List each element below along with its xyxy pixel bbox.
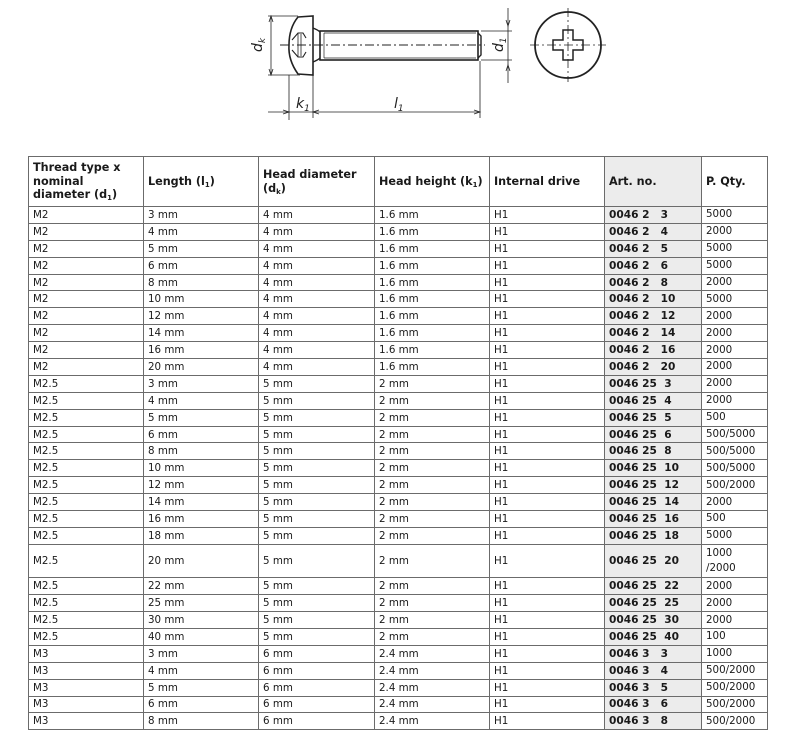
cell-length: 6 mm — [144, 426, 259, 443]
header-subscript: 1 — [107, 194, 112, 203]
cell-art-no: 0046 2 16 — [605, 342, 702, 359]
table-row — [29, 612, 768, 629]
cell-head-height: 2 mm — [375, 511, 490, 528]
cell-head-height: 2 mm — [375, 392, 490, 409]
cell-head-height: 1.6 mm — [375, 240, 490, 257]
cell-internal-drive: H1 — [490, 511, 605, 528]
header-head-diameter — [259, 157, 375, 207]
cell-art-no: 0046 25 22 — [605, 578, 702, 595]
table-row — [29, 375, 768, 392]
cell-length: 3 mm — [144, 375, 259, 392]
cell-thread-type: M2.5 — [29, 612, 144, 629]
cell-length: 25 mm — [144, 595, 259, 612]
cell-head-diameter: 5 mm — [259, 392, 375, 409]
cell-head-height: 1.6 mm — [375, 274, 490, 291]
table-row — [29, 426, 768, 443]
cell-internal-drive: H1 — [490, 628, 605, 645]
cell-pack-qty: 500/5000 — [702, 443, 768, 460]
cell-pack-qty: 2000 — [702, 494, 768, 511]
header-suffix: ) — [209, 174, 215, 188]
table-row — [29, 662, 768, 679]
screw-side-view — [280, 16, 485, 75]
table-row — [29, 223, 768, 240]
cell-internal-drive: H1 — [490, 662, 605, 679]
table-row — [29, 291, 768, 308]
cell-head-diameter: 5 mm — [259, 595, 375, 612]
header-suffix: ) — [111, 188, 118, 202]
label-length: $l_1$ — [394, 96, 404, 114]
cell-head-diameter: 6 mm — [259, 696, 375, 713]
header-subscript: 1 — [472, 180, 478, 189]
cell-head-diameter: 4 mm — [259, 257, 375, 274]
label-head-diameter: $d_k$ — [250, 37, 268, 52]
cell-pack-qty: 5000 — [702, 291, 768, 308]
screw-drawing-svg — [240, 0, 620, 130]
cell-head-diameter: 5 mm — [259, 578, 375, 595]
cell-internal-drive: H1 — [490, 544, 605, 578]
cell-length: 30 mm — [144, 612, 259, 629]
screw-specification-table — [28, 156, 768, 730]
cell-head-diameter: 4 mm — [259, 359, 375, 376]
cell-internal-drive: H1 — [490, 359, 605, 376]
table-row — [29, 544, 768, 578]
cell-head-height: 2 mm — [375, 409, 490, 426]
cell-art-no: 0046 2 14 — [605, 325, 702, 342]
phillips-head-top-view — [530, 8, 606, 82]
cell-length: 40 mm — [144, 628, 259, 645]
cell-pack-qty: 500/2000 — [702, 679, 768, 696]
cell-thread-type: M2.5 — [29, 578, 144, 595]
table-row — [29, 713, 768, 730]
table-row — [29, 696, 768, 713]
cell-length: 16 mm — [144, 511, 259, 528]
cell-thread-type: M2.5 — [29, 426, 144, 443]
cell-internal-drive: H1 — [490, 240, 605, 257]
cell-head-height: 2.4 mm — [375, 662, 490, 679]
cell-head-height: 2 mm — [375, 375, 490, 392]
cell-head-height: 2 mm — [375, 426, 490, 443]
table-row — [29, 342, 768, 359]
cell-art-no: 0046 2 4 — [605, 223, 702, 240]
cell-thread-type: M3 — [29, 713, 144, 730]
cell-thread-type: M3 — [29, 645, 144, 662]
cell-art-no: 0046 3 3 — [605, 645, 702, 662]
table-row — [29, 645, 768, 662]
table-row — [29, 628, 768, 645]
cell-thread-type: M2 — [29, 308, 144, 325]
cell-head-height: 2 mm — [375, 494, 490, 511]
header-subscript: 1 — [204, 180, 210, 189]
header-pack-qty — [702, 157, 768, 207]
cell-length: 12 mm — [144, 477, 259, 494]
cell-internal-drive: H1 — [490, 494, 605, 511]
header-art-no — [605, 157, 702, 207]
cell-pack-qty: 2000 — [702, 325, 768, 342]
table-row — [29, 308, 768, 325]
screw-technical-drawing — [240, 0, 620, 130]
cell-length: 3 mm — [144, 645, 259, 662]
cell-length: 8 mm — [144, 443, 259, 460]
cell-art-no: 0046 2 20 — [605, 359, 702, 376]
cell-head-diameter: 6 mm — [259, 679, 375, 696]
cell-head-height: 2 mm — [375, 544, 490, 578]
cell-head-height: 2 mm — [375, 527, 490, 544]
table-row — [29, 494, 768, 511]
cell-head-diameter: 5 mm — [259, 511, 375, 528]
cell-head-diameter: 5 mm — [259, 426, 375, 443]
cell-internal-drive: H1 — [490, 477, 605, 494]
cell-thread-type: M2.5 — [29, 460, 144, 477]
table-body — [29, 207, 768, 730]
cell-length: 20 mm — [144, 359, 259, 376]
cell-art-no: 0046 25 4 — [605, 392, 702, 409]
cell-head-height: 2.4 mm — [375, 645, 490, 662]
table-row — [29, 595, 768, 612]
cell-head-height: 1.6 mm — [375, 359, 490, 376]
cell-head-height: 2.4 mm — [375, 696, 490, 713]
table-row — [29, 460, 768, 477]
cell-thread-type: M2 — [29, 257, 144, 274]
table-row — [29, 392, 768, 409]
cell-head-height: 2 mm — [375, 578, 490, 595]
cell-art-no: 0046 25 14 — [605, 494, 702, 511]
table-row — [29, 325, 768, 342]
cell-pack-qty: 500/2000 — [702, 477, 768, 494]
cell-art-no: 0046 2 6 — [605, 257, 702, 274]
cell-head-height: 1.6 mm — [375, 342, 490, 359]
cell-head-height: 1.6 mm — [375, 207, 490, 224]
table-row — [29, 359, 768, 376]
cell-length: 5 mm — [144, 409, 259, 426]
cell-pack-qty: 500 — [702, 511, 768, 528]
cell-head-height: 1.6 mm — [375, 223, 490, 240]
cell-head-diameter: 5 mm — [259, 494, 375, 511]
cell-length: 3 mm — [144, 207, 259, 224]
cell-art-no: 0046 25 5 — [605, 409, 702, 426]
cell-head-diameter: 5 mm — [259, 628, 375, 645]
cell-head-diameter: 4 mm — [259, 291, 375, 308]
cell-pack-qty: 2000 — [702, 342, 768, 359]
header-suffix: ) — [477, 174, 483, 188]
table-row — [29, 274, 768, 291]
cell-art-no: 0046 25 30 — [605, 612, 702, 629]
table-row — [29, 409, 768, 426]
cell-head-diameter: 5 mm — [259, 527, 375, 544]
cell-head-height: 2 mm — [375, 628, 490, 645]
label-nominal-diameter: $d_1$ — [491, 37, 509, 52]
cell-pack-qty: 2000 — [702, 375, 768, 392]
cell-art-no: 0046 25 10 — [605, 460, 702, 477]
cell-thread-type: M2.5 — [29, 392, 144, 409]
cell-pack-qty: 2000 — [702, 359, 768, 376]
table-header-row — [29, 157, 768, 207]
cell-head-diameter: 6 mm — [259, 645, 375, 662]
cell-pack-qty: 2000 — [702, 595, 768, 612]
header-internal-drive — [490, 157, 605, 207]
cell-pack-qty: 5000 — [702, 207, 768, 224]
cell-pack-qty: 1000 /2000 — [702, 544, 768, 578]
cell-head-diameter: 6 mm — [259, 662, 375, 679]
header-label: Thread type x nominal diameter (d — [33, 161, 121, 202]
cell-head-diameter: 4 mm — [259, 325, 375, 342]
cell-head-diameter: 4 mm — [259, 308, 375, 325]
cell-pack-qty: 5000 — [702, 527, 768, 544]
cell-art-no: 0046 2 3 — [605, 207, 702, 224]
table-row — [29, 240, 768, 257]
cell-art-no: 0046 25 18 — [605, 527, 702, 544]
cell-art-no: 0046 3 8 — [605, 713, 702, 730]
header-suffix: ) — [280, 181, 286, 195]
cell-head-diameter: 6 mm — [259, 713, 375, 730]
cell-internal-drive: H1 — [490, 595, 605, 612]
cell-pack-qty: 2000 — [702, 578, 768, 595]
header-subscript: k — [276, 187, 281, 196]
cell-thread-type: M2.5 — [29, 544, 144, 578]
cell-internal-drive: H1 — [490, 460, 605, 477]
header-label: P. Qty. — [706, 174, 746, 188]
cell-thread-type: M2.5 — [29, 527, 144, 544]
cell-thread-type: M2.5 — [29, 628, 144, 645]
cell-head-height: 1.6 mm — [375, 257, 490, 274]
header-thread-type — [29, 157, 144, 207]
header-label: Head diameter (d — [263, 168, 357, 195]
cell-internal-drive: H1 — [490, 443, 605, 460]
cell-pack-qty: 500 — [702, 409, 768, 426]
label-head-height: $k_1$ — [296, 96, 310, 114]
cell-thread-type: M2 — [29, 359, 144, 376]
cell-length: 14 mm — [144, 494, 259, 511]
header-length — [144, 157, 259, 207]
table-row — [29, 511, 768, 528]
cell-internal-drive: H1 — [490, 223, 605, 240]
cell-thread-type: M2.5 — [29, 511, 144, 528]
cell-head-diameter: 5 mm — [259, 409, 375, 426]
cell-head-diameter: 5 mm — [259, 477, 375, 494]
cell-head-height: 2 mm — [375, 612, 490, 629]
cell-head-diameter: 5 mm — [259, 443, 375, 460]
cell-art-no: 0046 2 10 — [605, 291, 702, 308]
header-head-height — [375, 157, 490, 207]
cell-length: 10 mm — [144, 291, 259, 308]
table-row — [29, 578, 768, 595]
cell-length: 16 mm — [144, 342, 259, 359]
cell-internal-drive: H1 — [490, 679, 605, 696]
cell-art-no: 0046 3 6 — [605, 696, 702, 713]
cell-pack-qty: 500/2000 — [702, 662, 768, 679]
cell-internal-drive: H1 — [490, 409, 605, 426]
table-row — [29, 257, 768, 274]
cell-internal-drive: H1 — [490, 274, 605, 291]
cell-art-no: 0046 2 8 — [605, 274, 702, 291]
cell-thread-type: M2 — [29, 342, 144, 359]
cell-thread-type: M3 — [29, 696, 144, 713]
cell-internal-drive: H1 — [490, 696, 605, 713]
cell-art-no: 0046 25 20 — [605, 544, 702, 578]
cell-pack-qty: 2000 — [702, 612, 768, 629]
cell-internal-drive: H1 — [490, 578, 605, 595]
cell-thread-type: M2.5 — [29, 494, 144, 511]
table-row — [29, 679, 768, 696]
cell-thread-type: M2 — [29, 223, 144, 240]
cell-art-no: 0046 3 4 — [605, 662, 702, 679]
cell-head-diameter: 4 mm — [259, 342, 375, 359]
cell-head-diameter: 4 mm — [259, 207, 375, 224]
cell-thread-type: M2.5 — [29, 477, 144, 494]
cell-length: 22 mm — [144, 578, 259, 595]
cell-internal-drive: H1 — [490, 207, 605, 224]
table-row — [29, 443, 768, 460]
cell-length: 6 mm — [144, 257, 259, 274]
cell-pack-qty: 5000 — [702, 257, 768, 274]
cell-internal-drive: H1 — [490, 375, 605, 392]
cell-pack-qty: 500/5000 — [702, 460, 768, 477]
cell-art-no: 0046 2 5 — [605, 240, 702, 257]
cell-length: 8 mm — [144, 274, 259, 291]
table-row — [29, 207, 768, 224]
cell-head-diameter: 5 mm — [259, 375, 375, 392]
header-label: Internal drive — [494, 174, 581, 188]
cell-pack-qty: 100 — [702, 628, 768, 645]
cell-internal-drive: H1 — [490, 527, 605, 544]
cell-art-no: 0046 25 25 — [605, 595, 702, 612]
cell-art-no: 0046 25 8 — [605, 443, 702, 460]
cell-thread-type: M2 — [29, 325, 144, 342]
cell-thread-type: M2 — [29, 240, 144, 257]
cell-art-no: 0046 25 6 — [605, 426, 702, 443]
cell-internal-drive: H1 — [490, 291, 605, 308]
cell-pack-qty: 2000 — [702, 223, 768, 240]
cell-art-no: 0046 25 40 — [605, 628, 702, 645]
table-row — [29, 477, 768, 494]
cell-pack-qty: 1000 — [702, 645, 768, 662]
cell-art-no: 0046 3 5 — [605, 679, 702, 696]
cell-pack-qty: 500/2000 — [702, 713, 768, 730]
cell-length: 20 mm — [144, 544, 259, 578]
cell-art-no: 0046 25 16 — [605, 511, 702, 528]
cell-thread-type: M2 — [29, 207, 144, 224]
cell-length: 18 mm — [144, 527, 259, 544]
cell-pack-qty: 500/2000 — [702, 696, 768, 713]
cell-pack-qty: 5000 — [702, 240, 768, 257]
cell-thread-type: M2.5 — [29, 595, 144, 612]
cell-length: 5 mm — [144, 240, 259, 257]
cell-thread-type: M2 — [29, 291, 144, 308]
cell-art-no: 0046 25 3 — [605, 375, 702, 392]
cell-thread-type: M3 — [29, 662, 144, 679]
cell-head-diameter: 5 mm — [259, 460, 375, 477]
cell-head-height: 1.6 mm — [375, 325, 490, 342]
cell-internal-drive: H1 — [490, 392, 605, 409]
cell-length: 8 mm — [144, 713, 259, 730]
cell-internal-drive: H1 — [490, 325, 605, 342]
cell-thread-type: M2.5 — [29, 409, 144, 426]
cell-internal-drive: H1 — [490, 257, 605, 274]
cell-pack-qty: 2000 — [702, 308, 768, 325]
cell-head-diameter: 4 mm — [259, 274, 375, 291]
cell-head-diameter: 5 mm — [259, 544, 375, 578]
table-row — [29, 527, 768, 544]
cell-length: 5 mm — [144, 679, 259, 696]
cell-internal-drive: H1 — [490, 713, 605, 730]
cell-length: 10 mm — [144, 460, 259, 477]
header-label: Art. no. — [609, 174, 657, 188]
header-label: Length (l — [148, 174, 205, 188]
cell-length: 14 mm — [144, 325, 259, 342]
cell-thread-type: M2 — [29, 274, 144, 291]
cell-pack-qty: 2000 — [702, 392, 768, 409]
cell-head-height: 2 mm — [375, 443, 490, 460]
cell-head-diameter: 4 mm — [259, 223, 375, 240]
cell-internal-drive: H1 — [490, 612, 605, 629]
cell-head-height: 2.4 mm — [375, 713, 490, 730]
cell-pack-qty: 500/5000 — [702, 426, 768, 443]
cell-length: 4 mm — [144, 662, 259, 679]
cell-head-diameter: 5 mm — [259, 612, 375, 629]
cell-head-height: 2.4 mm — [375, 679, 490, 696]
cell-head-height: 1.6 mm — [375, 308, 490, 325]
cell-length: 6 mm — [144, 696, 259, 713]
cell-head-height: 2 mm — [375, 595, 490, 612]
cell-internal-drive: H1 — [490, 342, 605, 359]
cell-internal-drive: H1 — [490, 308, 605, 325]
cell-pack-qty: 2000 — [702, 274, 768, 291]
cell-head-height: 2 mm — [375, 460, 490, 477]
cell-thread-type: M3 — [29, 679, 144, 696]
cell-head-height: 2 mm — [375, 477, 490, 494]
cell-internal-drive: H1 — [490, 645, 605, 662]
cell-art-no: 0046 2 12 — [605, 308, 702, 325]
header-label: Head height (k — [379, 174, 473, 188]
cell-length: 4 mm — [144, 223, 259, 240]
cell-head-diameter: 4 mm — [259, 240, 375, 257]
cell-length: 12 mm — [144, 308, 259, 325]
cell-thread-type: M2.5 — [29, 443, 144, 460]
cell-head-height: 1.6 mm — [375, 291, 490, 308]
cell-art-no: 0046 25 12 — [605, 477, 702, 494]
cell-thread-type: M2.5 — [29, 375, 144, 392]
cell-length: 4 mm — [144, 392, 259, 409]
cell-internal-drive: H1 — [490, 426, 605, 443]
